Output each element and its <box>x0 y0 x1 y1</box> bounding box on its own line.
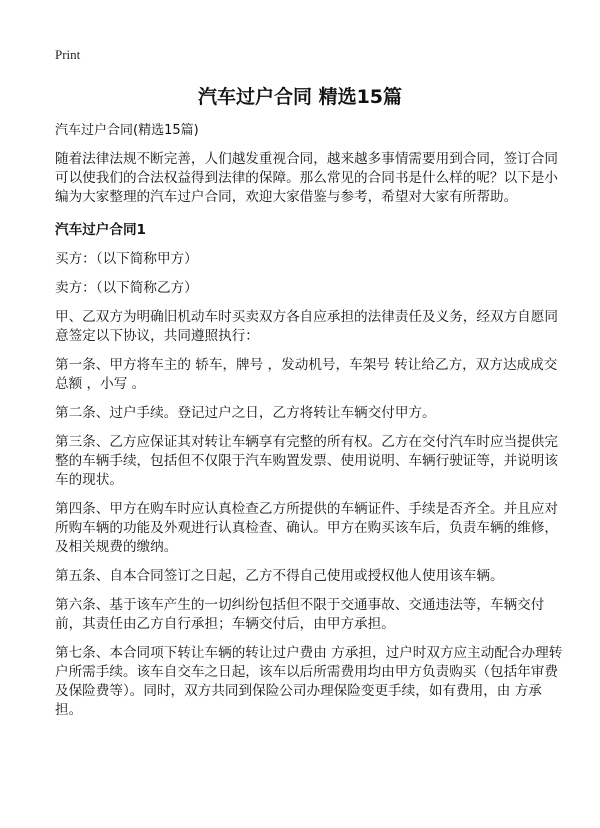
buyer-line: 买方：（以下简称甲方） <box>55 251 198 267</box>
clause-1: 第一条、甲方将车主的 轿车，牌号 ，发动机号，车架号 转让给乙方，双方达成成交总额 ，小写 。 <box>55 357 558 392</box>
seller-line: 卖方：（以下简称乙方） <box>55 280 198 296</box>
intro-paragraph: 随着法律法规不断完善，人们越发重视合同，越来越多事情需要用到合同，签订合同可以使我们的合法权益得到法律的保障。那么常见的合同书是什么样的呢？以下是小编为大家整理的汽车过户合同，欢迎大家借鉴与参考，希望对大家有所帮助。 <box>55 151 558 205</box>
clause-2: 第二条、过户手续。登记过户之日，乙方将转让车辆交付甲方。 <box>55 405 436 421</box>
print-link[interactable]: Print <box>55 47 81 62</box>
page-title: 汽车过户合同 精选15篇 <box>197 86 403 108</box>
document-subtitle: 汽车过户合同(精选15篇) <box>55 123 199 138</box>
clause-5: 第五条、自本合同签订之日起，乙方不得自己使用或授权他人使用该车辆。 <box>55 568 504 584</box>
document-body <box>55 121 567 730</box>
clause-4: 第四条、甲方在购车时应认真检查乙方所提供的车辆证件、手续是否齐全。并且应对所购车辆的功能及外观进行认真检查、确认。甲方在购买该车后，负责车辆的维修，及相关规费的缴纳。 <box>55 501 558 555</box>
clause-6: 第六条、基于该车产生的一切纠纷包括但不限于交通事故、交通违法等，车辆交付前，其责任由乙方自行承担；车辆交付后，由甲方承担。 <box>55 597 545 632</box>
preamble-paragraph: 甲、乙双方为明确旧机动车时买卖双方各自应承担的法律责任及义务，经双方自愿同意签定以下协议，共同遵照执行： <box>55 309 558 344</box>
section-heading: 汽车过户合同1 <box>55 222 147 238</box>
clause-3: 第三条、乙方应保证其对转让车辆享有完整的所有权。乙方在交付汽车时应当提供完整的车辆手续，包括但不仅限于汽车购置发票、使用说明、车辆行驶证等，并说明该车的现状。 <box>55 434 558 488</box>
clause-7: 第七条、本合同项下转让车辆的转让过户费由 方承担，过户时双方应主动配合办理转户所需手续。该车自交车之日起，该车以后所需费用均由甲方负责购买（包括年审费及保险费等）。同时，双方共同到保险公司办理保险变更手续，如有费用，由 方承担。 <box>55 645 563 718</box>
